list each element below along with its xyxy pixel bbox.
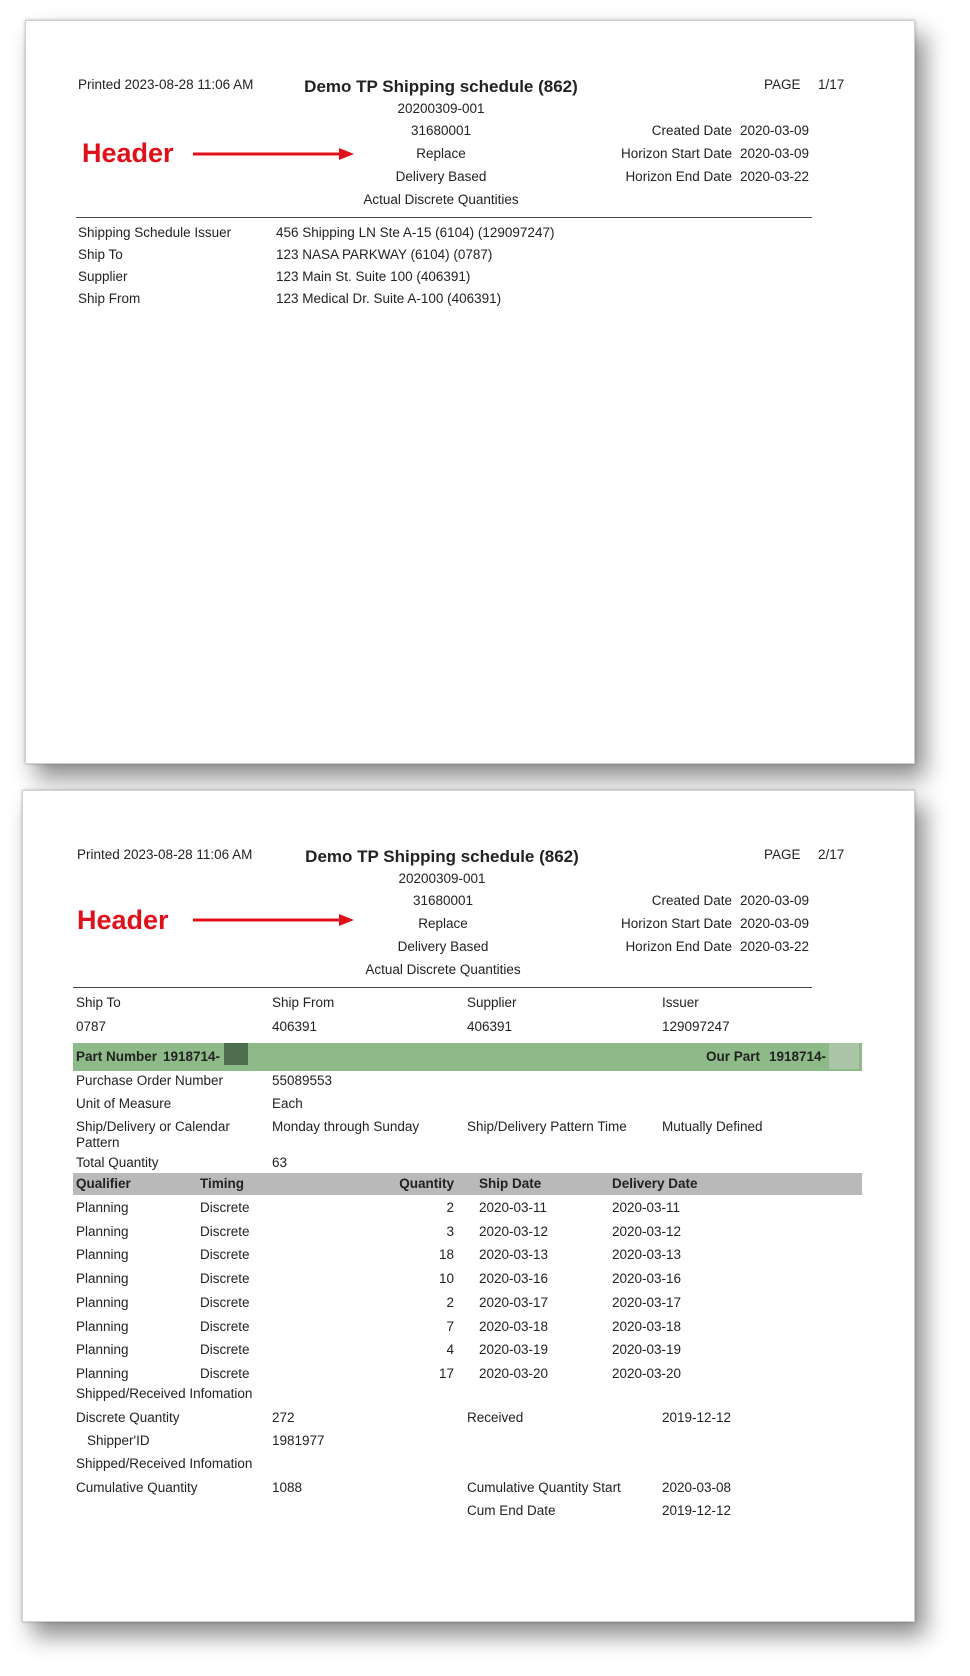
po-label: Purchase Order Number — [76, 1073, 224, 1088]
shipped-info-heading: Shipped/Received Infomation — [76, 1386, 253, 1401]
received-label: Received — [467, 1410, 524, 1425]
shipper-id-label: Shipper'ID — [87, 1433, 150, 1448]
page-number: 1/17 — [818, 77, 845, 92]
cumulative-start-value: 2020-03-08 — [662, 1480, 732, 1495]
created-date-label: Created Date — [651, 893, 732, 908]
col-ship-to-label: Ship To — [76, 995, 121, 1010]
horizon-start-label: Horizon Start Date — [620, 916, 732, 931]
cell-timing: Discrete — [200, 1224, 250, 1239]
cell-ship-date: 2020-03-12 — [479, 1224, 549, 1239]
th-delivery-date: Delivery Date — [612, 1176, 698, 1191]
cell-delivery-date: 2020-03-20 — [612, 1366, 682, 1381]
cell-quantity: 18 — [438, 1247, 454, 1262]
created-date-value: 2020-03-09 — [740, 123, 810, 138]
pattern-time-value: Mutually Defined — [662, 1119, 763, 1134]
horizon-start-value: 2020-03-09 — [740, 916, 810, 931]
cell-qualifier: Planning — [76, 1271, 129, 1286]
discrete-quantity-label: Discrete Quantity — [76, 1410, 180, 1425]
cell-delivery-date: 2020-03-11 — [612, 1200, 681, 1215]
cell-ship-date: 2020-03-16 — [479, 1271, 549, 1286]
ship-to-label: Ship To — [78, 247, 123, 262]
received-value: 2019-12-12 — [662, 1410, 732, 1425]
created-date-label: Created Date — [651, 123, 732, 138]
cell-ship-date: 2020-03-18 — [479, 1319, 549, 1334]
uom-value: Each — [272, 1096, 303, 1111]
cell-timing: Discrete — [200, 1247, 250, 1262]
horizon-start-label: Horizon Start Date — [620, 146, 732, 161]
cell-timing: Discrete — [200, 1366, 250, 1381]
purpose-code: Replace — [418, 916, 468, 931]
th-qualifier: Qualifier — [76, 1176, 131, 1191]
cell-timing: Discrete — [200, 1319, 250, 1334]
ship-from-label: Ship From — [78, 291, 141, 306]
cell-delivery-date: 2020-03-18 — [612, 1319, 682, 1334]
quantity-qualifier: Actual Discrete Quantities — [363, 192, 519, 207]
page-label: PAGE — [764, 77, 801, 92]
horizon-end-value: 2020-03-22 — [740, 939, 810, 954]
header-divider — [73, 987, 812, 988]
header-annotation: Header — [82, 138, 174, 168]
cell-quantity: 4 — [446, 1342, 454, 1357]
cell-qualifier: Planning — [76, 1366, 129, 1381]
our-part-value: 1918714- — [769, 1049, 827, 1064]
our-part-label: Our Part — [706, 1049, 761, 1064]
shipper-id-value: 1981977 — [272, 1433, 325, 1448]
report-page-1 — [25, 20, 915, 764]
horizon-end-label: Horizon End Date — [625, 169, 732, 184]
cell-delivery-date: 2020-03-19 — [612, 1342, 682, 1357]
th-quantity: Quantity — [399, 1176, 454, 1191]
supplier-value: 406391 — [467, 1019, 513, 1034]
part-number-value: 1918714- — [163, 1049, 221, 1064]
th-timing: Timing — [200, 1176, 245, 1191]
printed-timestamp: Printed 2023-08-28 11:06 AM — [77, 847, 253, 862]
issuer-value: 129097247 — [662, 1019, 730, 1034]
cell-qualifier: Planning — [76, 1224, 129, 1239]
cumulative-quantity-label: Cumulative Quantity — [76, 1480, 198, 1495]
cum-end-value: 2019-12-12 — [662, 1503, 732, 1518]
issuer-value: 456 Shipping LN Ste A-15 (6104) (129097247) — [276, 225, 555, 240]
created-date-value: 2020-03-09 — [740, 893, 810, 908]
po-value: 55089553 — [272, 1073, 333, 1088]
horizon-start-value: 2020-03-09 — [740, 146, 810, 161]
pattern-label: Ship/Delivery or Calendar — [76, 1119, 230, 1134]
cell-qualifier: Planning — [76, 1319, 129, 1334]
part-number-label: Part Number — [76, 1049, 158, 1064]
col-supplier-label: Supplier — [467, 995, 517, 1010]
printed-timestamp: Printed 2023-08-28 11:06 AM — [78, 77, 254, 92]
document-id: 20200309-001 — [397, 101, 485, 116]
cell-ship-date: 2020-03-19 — [479, 1342, 549, 1357]
cell-quantity: 10 — [438, 1271, 454, 1286]
schedule-type: Delivery Based — [397, 939, 489, 954]
cell-quantity: 2 — [446, 1295, 454, 1310]
report-page-2 — [22, 790, 915, 1622]
cell-quantity: 17 — [438, 1366, 454, 1381]
quantity-qualifier: Actual Discrete Quantities — [365, 962, 521, 977]
cell-ship-date: 2020-03-11 — [479, 1200, 548, 1215]
cell-delivery-date: 2020-03-17 — [612, 1295, 682, 1310]
schedule-number: 31680001 — [412, 893, 474, 908]
cell-timing: Discrete — [200, 1295, 250, 1310]
shipped-info-heading-2: Shipped/Received Infomation — [76, 1456, 253, 1471]
cum-end-label: Cum End Date — [467, 1503, 556, 1518]
report-title: Demo TP Shipping schedule (862) — [304, 77, 578, 96]
supplier-label: Supplier — [78, 269, 128, 284]
cell-delivery-date: 2020-03-13 — [612, 1247, 682, 1262]
pattern-time-label: Ship/Delivery Pattern Time — [467, 1119, 627, 1134]
discrete-quantity-value: 272 — [272, 1410, 295, 1425]
schedule-number: 31680001 — [410, 123, 472, 138]
cell-delivery-date: 2020-03-12 — [612, 1224, 682, 1239]
schedule-table-header — [73, 1173, 862, 1195]
cell-qualifier: Planning — [76, 1200, 129, 1215]
horizon-end-value: 2020-03-22 — [740, 169, 810, 184]
cell-quantity: 3 — [446, 1224, 454, 1239]
cumulative-start-label: Cumulative Quantity Start — [467, 1480, 621, 1495]
ship-from-value: 123 Medical Dr. Suite A-100 (406391) — [276, 291, 502, 306]
cell-qualifier: Planning — [76, 1295, 129, 1310]
ship-to-value: 0787 — [76, 1019, 107, 1034]
cell-timing: Discrete — [200, 1271, 250, 1286]
page-number: 2/17 — [818, 847, 845, 862]
redaction-block — [224, 1043, 248, 1065]
supplier-value: 123 Main St. Suite 100 (406391) — [276, 269, 471, 284]
cell-qualifier: Planning — [76, 1247, 129, 1262]
cell-quantity: 7 — [446, 1319, 454, 1334]
total-quantity-value: 63 — [272, 1155, 288, 1170]
horizon-end-label: Horizon End Date — [625, 939, 732, 954]
total-quantity-label: Total Quantity — [76, 1155, 159, 1170]
cell-quantity: 2 — [446, 1200, 454, 1215]
cell-qualifier: Planning — [76, 1342, 129, 1357]
cell-delivery-date: 2020-03-16 — [612, 1271, 682, 1286]
document-id: 20200309-001 — [398, 871, 486, 886]
header-annotation: Header — [77, 905, 169, 935]
cell-timing: Discrete — [200, 1200, 250, 1215]
schedule-type: Delivery Based — [395, 169, 487, 184]
th-ship-date: Ship Date — [479, 1176, 542, 1191]
ship-from-value: 406391 — [272, 1019, 318, 1034]
col-ship-from-label: Ship From — [272, 995, 335, 1010]
cell-ship-date: 2020-03-13 — [479, 1247, 549, 1262]
cell-ship-date: 2020-03-17 — [479, 1295, 549, 1310]
pattern-value: Monday through Sunday — [272, 1119, 420, 1134]
cell-ship-date: 2020-03-20 — [479, 1366, 549, 1381]
redaction-block — [829, 1043, 859, 1069]
cumulative-quantity-value: 1088 — [272, 1480, 303, 1495]
purpose-code: Replace — [416, 146, 466, 161]
issuer-label: Shipping Schedule Issuer — [78, 225, 232, 240]
header-divider — [76, 217, 812, 218]
col-issuer-label: Issuer — [662, 995, 699, 1010]
cell-timing: Discrete — [200, 1342, 250, 1357]
ship-to-value: 123 NASA PARKWAY (6104) (0787) — [276, 247, 493, 262]
page-label: PAGE — [764, 847, 801, 862]
uom-label: Unit of Measure — [76, 1096, 172, 1111]
report-title: Demo TP Shipping schedule (862) — [305, 847, 579, 866]
pattern-label-line2: Pattern — [76, 1135, 120, 1150]
